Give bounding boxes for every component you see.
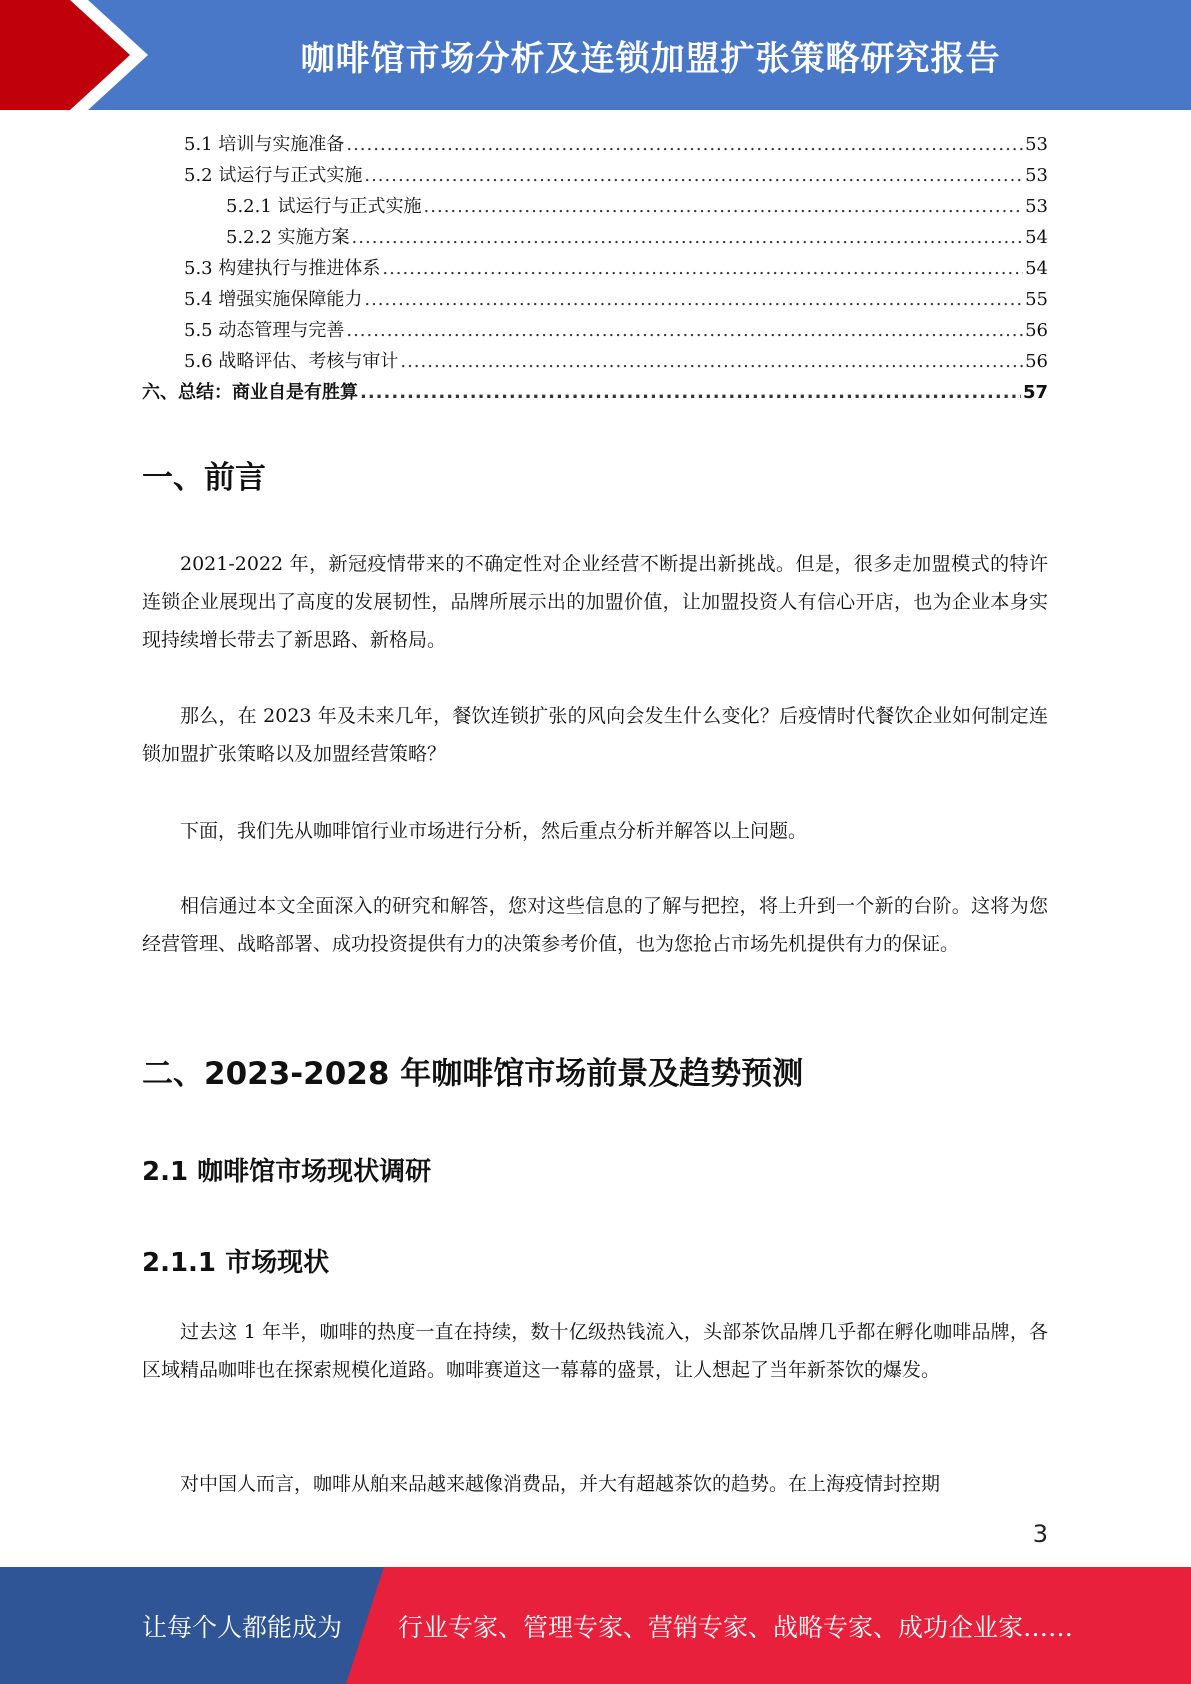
- toc-entry-label: 5.2.2 实施方案: [226, 227, 350, 248]
- paragraph: 下面，我们先从咖啡馆行业市场进行分析，然后重点分析并解答以上问题。: [180, 820, 808, 842]
- report-title: 咖啡馆市场分析及连锁加盟扩张策略研究报告: [300, 38, 1001, 79]
- page-number: 3: [1032, 1520, 1048, 1548]
- toc-entry-page: 53: [1025, 196, 1048, 217]
- toc-entry[interactable]: [142, 285, 1048, 316]
- toc-entry-label: 5.4 增强实施保障能力: [184, 289, 363, 310]
- toc-entry-label: 5.1 培训与实施准备: [184, 134, 345, 155]
- footer-slogan-right: 行业专家、管理专家、营销专家、战略专家、成功企业家……: [398, 1612, 1074, 1642]
- toc-entry-page: 54: [1025, 258, 1048, 279]
- toc-entry-label: 5.6 战略评估、考核与审计: [184, 351, 399, 372]
- toc-entry[interactable]: [142, 254, 1048, 285]
- toc-leader-dots: [424, 196, 1024, 217]
- header-arrow-decoration: [0, 0, 150, 110]
- page-header: [0, 0, 1191, 110]
- heading-chapter-2: 二、2023-2028 年咖啡馆市场前景及趋势预测: [142, 1056, 804, 1092]
- toc-entry-label: 六、总结：商业自是有胜算: [142, 382, 358, 403]
- toc-entry-page: 57: [1022, 382, 1048, 403]
- toc-leader-dots: [352, 227, 1024, 248]
- heading-preface: 一、前言: [142, 460, 266, 496]
- toc-entry[interactable]: [142, 316, 1048, 347]
- heading-section-2-1-1: 2.1.1 市场现状: [142, 1248, 330, 1278]
- table-of-contents: [142, 130, 1048, 409]
- toc-entry[interactable]: [142, 161, 1048, 192]
- toc-entry-page: 56: [1025, 320, 1048, 341]
- toc-entry-label: 5.2 试运行与正式实施: [184, 165, 363, 186]
- toc-entry-page: 54: [1025, 227, 1048, 248]
- paragraph: 过去这 1 年半，咖啡的热度一直在持续，数十亿级热钱流入，头部茶饮品牌几乎都在孵化咖啡品牌，各区域精品咖啡也在探索规模化道路。咖啡赛道这一幕幕的盛景，让人想起了当年新茶饮的爆发。: [142, 1321, 1048, 1381]
- toc-entry-label: 5.5 动态管理与完善: [184, 320, 345, 341]
- toc-entry[interactable]: [142, 378, 1048, 409]
- toc-leader-dots: [382, 258, 1023, 279]
- toc-leader-dots: [360, 382, 1021, 403]
- heading-section-2-1: 2.1 咖啡馆市场现状调研: [142, 1157, 432, 1187]
- toc-entry-page: 55: [1025, 289, 1048, 310]
- toc-leader-dots: [346, 320, 1023, 341]
- toc-entry-page: 56: [1025, 351, 1048, 372]
- paragraph: 那么，在 2023 年及未来几年，餐饮连锁扩张的风向会发生什么变化？后疫情时代餐饮企业如何制定连锁加盟扩张策略以及加盟经营策略？: [142, 705, 1048, 765]
- paragraph: 相信通过本文全面深入的研究和解答，您对这些信息的了解与把控，将上升到一个新的台阶。这将为您经营管理、战略部署、成功投资提供有力的决策参考价值，也为您抢占市场先机提供有力的保证。: [142, 895, 1048, 955]
- toc-entry-page: 53: [1025, 165, 1048, 186]
- footer-slogan-left: 让每个人都能成为: [142, 1612, 343, 1642]
- toc-entry[interactable]: [142, 192, 1048, 223]
- page-footer: [0, 1567, 1191, 1684]
- paragraph: 对中国人而言，咖啡从舶来品越来越像消费品，并大有超越茶饮的趋势。在上海疫情封控期: [180, 1473, 941, 1495]
- toc-entry[interactable]: [142, 223, 1048, 254]
- paragraph: 2021-2022 年，新冠疫情带来的不确定性对企业经营不断提出新挑战。但是，很多走加盟模式的特许连锁企业展现出了高度的发展韧性，品牌所展示出的加盟价值，让加盟投资人有信心开店，也为企业本身实现持续增长带去了新思路、新格局。: [142, 553, 1048, 651]
- toc-leader-dots: [346, 134, 1023, 155]
- toc-leader-dots: [400, 351, 1023, 372]
- toc-entry[interactable]: [142, 130, 1048, 161]
- toc-entry-label: 5.3 构建执行与推进体系: [184, 258, 381, 279]
- toc-entry-page: 53: [1025, 134, 1048, 155]
- toc-entry[interactable]: [142, 347, 1048, 378]
- toc-entry-label: 5.2.1 试运行与正式实施: [226, 196, 422, 217]
- toc-leader-dots: [364, 289, 1023, 310]
- toc-leader-dots: [364, 165, 1023, 186]
